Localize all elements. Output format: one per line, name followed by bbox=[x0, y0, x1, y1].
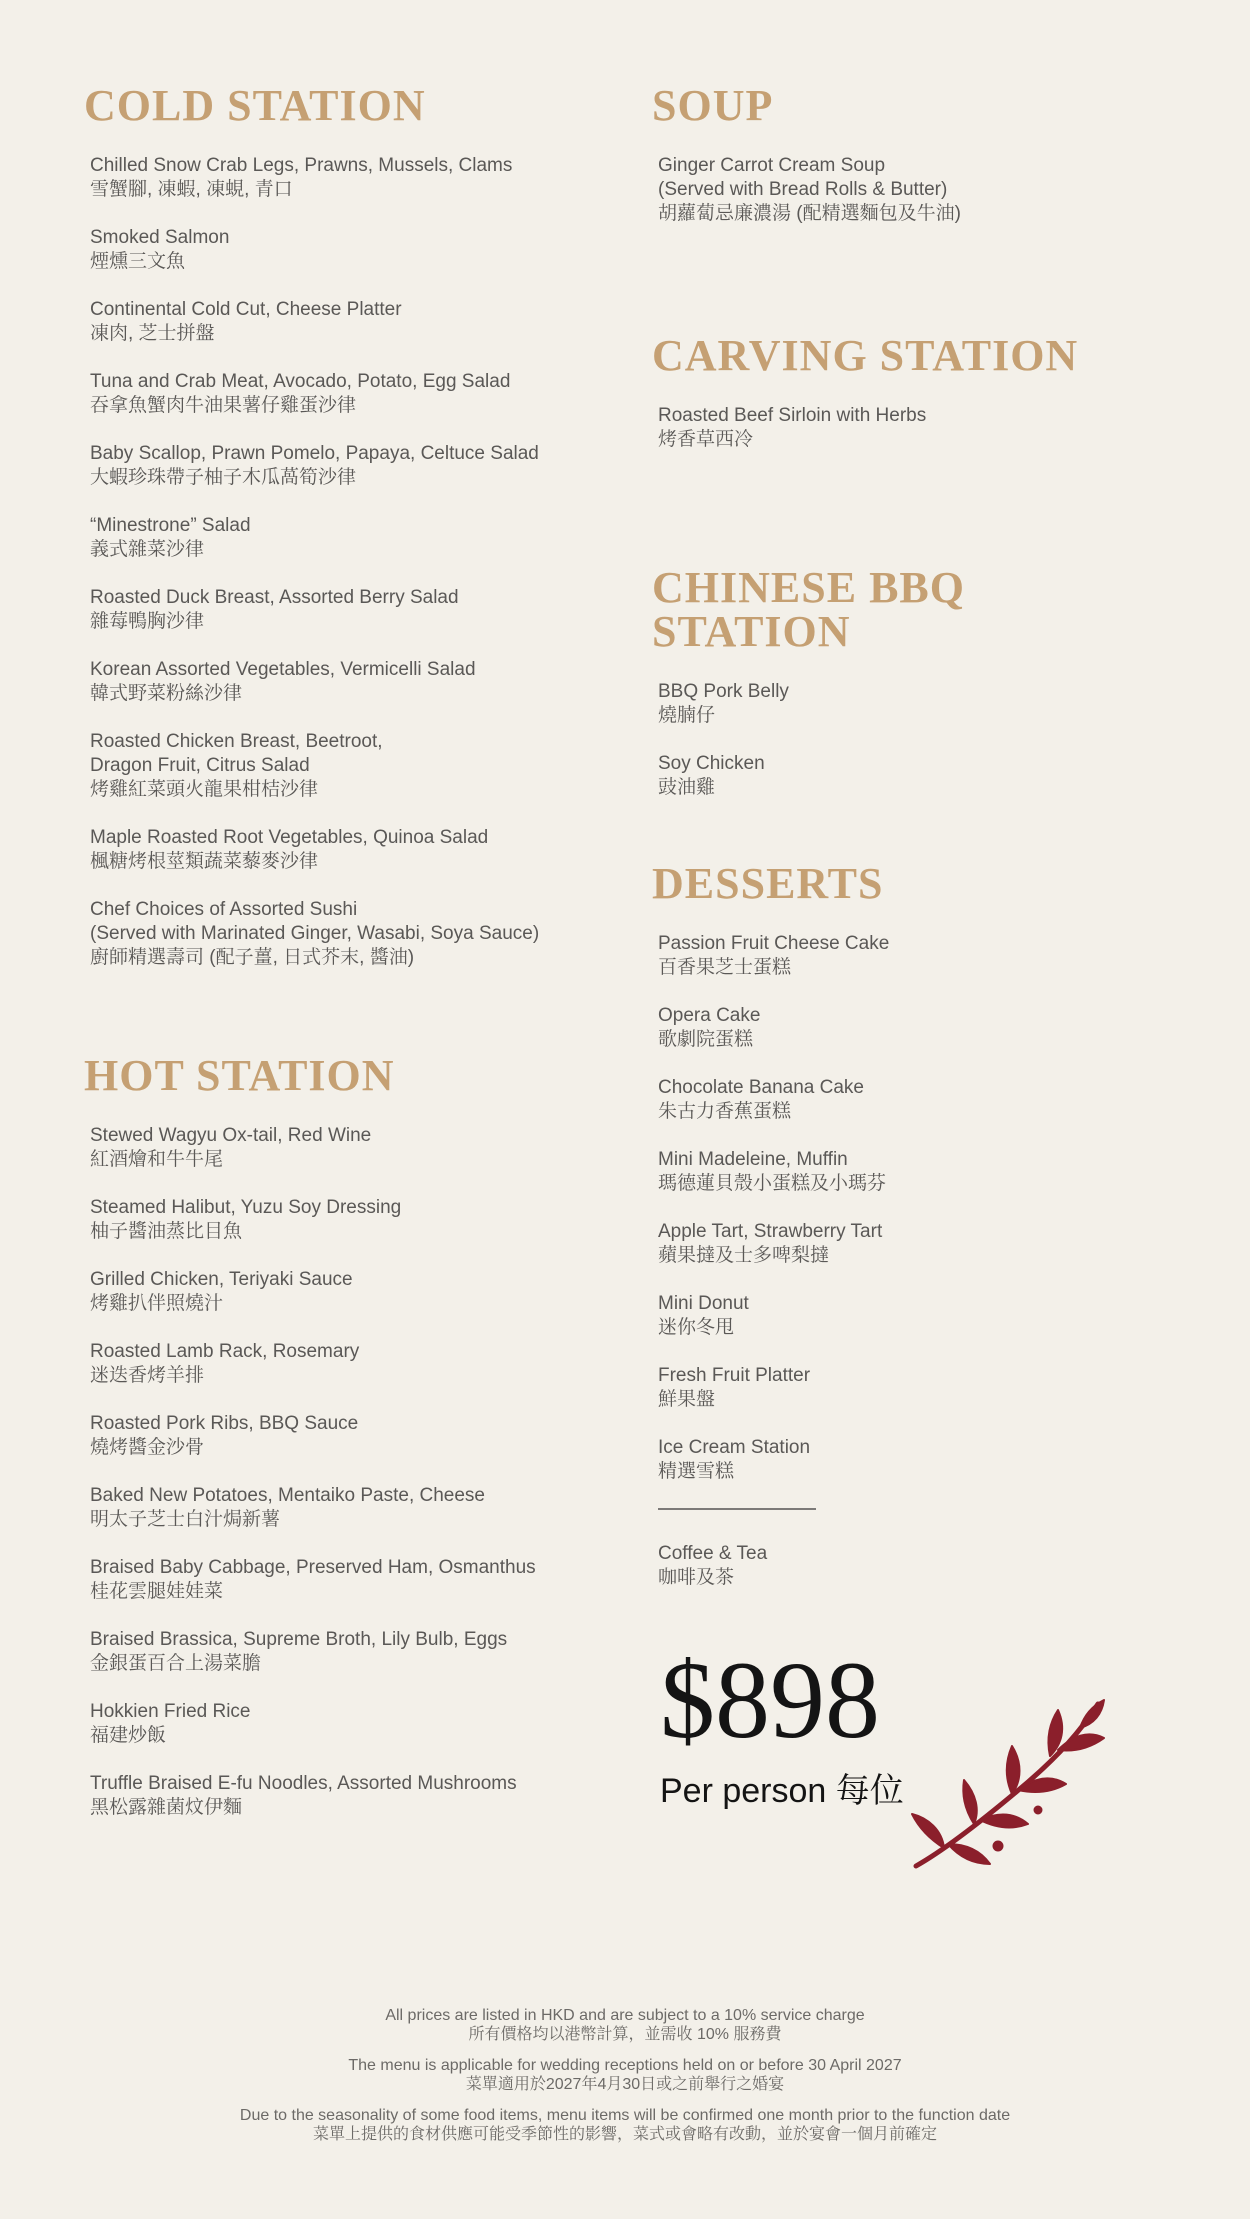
coffee-tea-item bbox=[658, 1542, 1172, 1590]
menu-item-en: Roasted Beef Sirloin with Herbs bbox=[658, 405, 927, 426]
menu-item bbox=[90, 514, 604, 562]
menu-item-zh: 福建炒飯 bbox=[90, 1725, 167, 1746]
menu-item-en: Ginger Carrot Cream Soup (Served with Bread Rolls & Butter) bbox=[658, 155, 948, 200]
menu-item bbox=[658, 1148, 1172, 1196]
coffee-tea-zh: 咖啡及茶 bbox=[658, 1567, 735, 1588]
menu-item-en: Continental Cold Cut, Cheese Platter bbox=[90, 299, 402, 320]
price-per-person-label: Per person 每位 bbox=[660, 1772, 904, 1810]
menu-item bbox=[658, 1436, 1172, 1484]
menu-item-en: Mini Madeleine, Muffin bbox=[658, 1149, 848, 1170]
menu-item-en: Roasted Pork Ribs, BBQ Sauce bbox=[90, 1413, 359, 1434]
menu-item-en: Roasted Duck Breast, Assorted Berry Salad bbox=[90, 587, 459, 608]
menu-item-zh: 紅酒燴和牛牛尾 bbox=[90, 1149, 224, 1170]
menu-item bbox=[90, 154, 604, 202]
desserts-list bbox=[652, 932, 1172, 1484]
footer-validity bbox=[0, 2056, 1250, 2094]
footer-service-en: All prices are listed in HKD and are subject to a 10% service charge bbox=[385, 2007, 865, 2024]
menu-item-zh: 朱古力香蕉蛋糕 bbox=[658, 1101, 792, 1122]
menu-item bbox=[90, 298, 604, 346]
menu-item-zh: 義式雜菜沙律 bbox=[90, 539, 205, 560]
menu-item-zh: 雜莓鴨胸沙律 bbox=[90, 611, 205, 632]
menu-item-en: Stewed Wagyu Ox-tail, Red Wine bbox=[90, 1125, 372, 1146]
desserts-title: DESSERTS bbox=[652, 859, 884, 908]
hot-station-list bbox=[84, 1124, 604, 1820]
menu-item-zh: 凍肉, 芝士拼盤 bbox=[90, 323, 215, 344]
menu-item bbox=[658, 1364, 1172, 1412]
carving-station-list bbox=[652, 404, 1172, 452]
menu-item bbox=[90, 826, 604, 874]
menu-item-en: Maple Roasted Root Vegetables, Quinoa Salad bbox=[90, 827, 489, 848]
desserts-section bbox=[652, 859, 1172, 1614]
menu-item-zh: 楓糖烤根莖類蔬菜藜麥沙律 bbox=[90, 851, 319, 872]
footer-service-zh: 所有價格均以港幣計算，並需收 10% 服務費 bbox=[468, 2026, 782, 2043]
menu-item-zh: 黑松露雜菌炆伊麵 bbox=[90, 1797, 243, 1818]
menu-item-en: Grilled Chicken, Teriyaki Sauce bbox=[90, 1269, 353, 1290]
footer-season-zh: 菜單上提供的食材供應可能受季節性的影響，菜式或會略有改動，並於宴會一個月前確定 bbox=[312, 2126, 937, 2143]
menu-item bbox=[658, 1004, 1172, 1052]
menu-item-en: Truffle Braised E-fu Noodles, Assorted Mushrooms bbox=[90, 1773, 517, 1794]
menu-item-zh: 迷你冬甩 bbox=[658, 1317, 735, 1338]
menu-item bbox=[658, 1220, 1172, 1268]
menu-item-zh: 明太子芝士白汁焗新薯 bbox=[90, 1509, 281, 1530]
menu-item-en: Passion Fruit Cheese Cake bbox=[658, 933, 890, 954]
menu-item bbox=[90, 226, 604, 274]
desserts-divider bbox=[658, 1508, 816, 1510]
menu-item-en: Chocolate Banana Cake bbox=[658, 1077, 864, 1098]
footer-service-charge bbox=[0, 2006, 1250, 2044]
menu-item-zh: 迷迭香烤羊排 bbox=[90, 1365, 205, 1386]
menu-item-zh: 韓式野菜粉絲沙律 bbox=[90, 683, 243, 704]
menu-item-en: Chef Choices of Assorted Sushi (Served with Marinated Ginger, Wasabi, Soya Sauce) bbox=[90, 899, 540, 944]
price-block bbox=[660, 1639, 920, 1812]
menu-item bbox=[90, 1772, 604, 1820]
menu-item bbox=[658, 154, 1172, 226]
menu-item-zh: 桂花雲腿娃娃菜 bbox=[90, 1581, 224, 1602]
bbq-station-title: CHINESE BBQ STATION bbox=[652, 563, 965, 656]
hot-station-title: HOT STATION bbox=[84, 1051, 395, 1100]
menu-item-en: Braised Baby Cabbage, Preserved Ham, Osmanthus bbox=[90, 1557, 536, 1578]
menu-item-zh: 烤雞紅菜頭火龍果柑桔沙律 bbox=[90, 779, 319, 800]
menu-item-en: Opera Cake bbox=[658, 1005, 761, 1026]
bbq-station-list bbox=[652, 680, 1172, 800]
menu-item-en: “Minestrone” Salad bbox=[90, 515, 251, 536]
footer-validity-zh: 菜單適用於2027年4月30日或之前舉行之婚宴 bbox=[465, 2076, 785, 2093]
menu-item bbox=[90, 1700, 604, 1748]
menu-item-zh: 鮮果盤 bbox=[658, 1389, 716, 1410]
menu-item-en: Baby Scallop, Prawn Pomelo, Papaya, Celtuce Salad bbox=[90, 443, 539, 464]
menu-item-zh: 瑪德蓮貝殼小蛋糕及小瑪芬 bbox=[658, 1173, 887, 1194]
footer-notes bbox=[0, 2006, 1250, 2156]
menu-item-zh: 廚師精選壽司 (配子薑, 日式芥末, 醬油) bbox=[90, 947, 415, 968]
menu-item-en: BBQ Pork Belly bbox=[658, 681, 789, 702]
cold-station-list bbox=[84, 154, 604, 970]
menu-item-zh: 金銀蛋百合上湯菜膽 bbox=[90, 1653, 262, 1674]
menu-item bbox=[90, 1484, 604, 1532]
hot-station-section bbox=[84, 1051, 604, 1844]
menu-item-en: Mini Donut bbox=[658, 1293, 749, 1314]
menu-item-zh: 煙燻三文魚 bbox=[90, 251, 186, 272]
footer-validity-en: The menu is applicable for wedding receptions held on or before 30 April 2027 bbox=[348, 2057, 902, 2074]
menu-item-zh: 歌劇院蛋糕 bbox=[658, 1029, 754, 1050]
menu-item-zh: 燒烤醬金沙骨 bbox=[90, 1437, 205, 1458]
menu-item bbox=[90, 898, 604, 970]
menu-item bbox=[90, 658, 604, 706]
menu-item bbox=[90, 442, 604, 490]
menu-item-zh: 大蝦珍珠帶子柚子木瓜萵筍沙律 bbox=[90, 467, 357, 488]
carving-station-section bbox=[652, 331, 1172, 476]
menu-item bbox=[90, 1196, 604, 1244]
menu-item-en: Apple Tart, Strawberry Tart bbox=[658, 1221, 883, 1242]
olive-sprig-icon bbox=[908, 1698, 1118, 1870]
menu-item-en: Chilled Snow Crab Legs, Prawns, Mussels, Clams bbox=[90, 155, 513, 176]
menu-item bbox=[658, 404, 1172, 452]
menu-item-en: Smoked Salmon bbox=[90, 227, 230, 248]
menu-item bbox=[658, 752, 1172, 800]
menu-item-zh: 精選雪糕 bbox=[658, 1461, 735, 1482]
menu-item-zh: 蘋果撻及士多啤梨撻 bbox=[658, 1245, 830, 1266]
footer-seasonality bbox=[0, 2106, 1250, 2144]
menu-item-zh: 百香果芝士蛋糕 bbox=[658, 957, 792, 978]
soup-list bbox=[652, 154, 1172, 226]
menu-item-zh: 烤香草西冷 bbox=[658, 429, 754, 450]
menu-item-zh: 烤雞扒伴照燒汁 bbox=[90, 1293, 224, 1314]
bbq-station-section bbox=[652, 563, 1172, 824]
menu-item bbox=[90, 1268, 604, 1316]
menu-item-zh: 燒腩仔 bbox=[658, 705, 716, 726]
menu-item-en: Roasted Lamb Rack, Rosemary bbox=[90, 1341, 360, 1362]
menu-item-en: Korean Assorted Vegetables, Vermicelli Salad bbox=[90, 659, 476, 680]
menu-item-zh: 吞拿魚蟹肉牛油果薯仔雞蛋沙律 bbox=[90, 395, 357, 416]
price-amount: $898 bbox=[660, 1639, 880, 1761]
cold-station-section bbox=[84, 81, 604, 994]
menu-item bbox=[90, 1412, 604, 1460]
menu-item-en: Tuna and Crab Meat, Avocado, Potato, Egg Salad bbox=[90, 371, 511, 392]
menu-item bbox=[90, 1124, 604, 1172]
menu-item-en: Steamed Halibut, Yuzu Soy Dressing bbox=[90, 1197, 402, 1218]
menu-item-en: Baked New Potatoes, Mentaiko Paste, Cheese bbox=[90, 1485, 486, 1506]
soup-section bbox=[652, 81, 1172, 250]
carving-station-title: CARVING STATION bbox=[652, 331, 1079, 380]
menu-item bbox=[658, 932, 1172, 980]
menu-item bbox=[658, 1076, 1172, 1124]
menu-item bbox=[658, 680, 1172, 728]
menu-item-zh: 豉油雞 bbox=[658, 777, 716, 798]
soup-title: SOUP bbox=[652, 81, 774, 130]
menu-item bbox=[90, 1628, 604, 1676]
menu-item bbox=[90, 370, 604, 418]
menu-item-en: Ice Cream Station bbox=[658, 1437, 811, 1458]
menu-item-en: Hokkien Fried Rice bbox=[90, 1701, 251, 1722]
menu-item-en: Roasted Chicken Breast, Beetroot, Dragon Fruit, Citrus Salad bbox=[90, 731, 383, 776]
menu-item bbox=[90, 586, 604, 634]
menu-item-en: Soy Chicken bbox=[658, 753, 765, 774]
menu-item-zh: 胡蘿蔔忌廉濃湯 (配精選麵包及牛油) bbox=[658, 203, 961, 224]
menu-item bbox=[658, 1292, 1172, 1340]
footer-season-en: Due to the seasonality of some food items, menu items will be confirmed one month prior to the function date bbox=[239, 2107, 1011, 2124]
menu-item-zh: 雪蟹腳, 凍蝦, 凍蜆, 青口 bbox=[90, 179, 293, 200]
menu-item bbox=[90, 730, 604, 802]
menu-item bbox=[90, 1556, 604, 1604]
cold-station-title: COLD STATION bbox=[84, 81, 426, 130]
menu-item-zh: 柚子醬油蒸比目魚 bbox=[90, 1221, 243, 1242]
menu-item-en: Fresh Fruit Platter bbox=[658, 1365, 811, 1386]
coffee-tea-en: Coffee & Tea bbox=[658, 1543, 768, 1564]
menu-item-en: Braised Brassica, Supreme Broth, Lily Bulb, Eggs bbox=[90, 1629, 508, 1650]
menu-item bbox=[90, 1340, 604, 1388]
